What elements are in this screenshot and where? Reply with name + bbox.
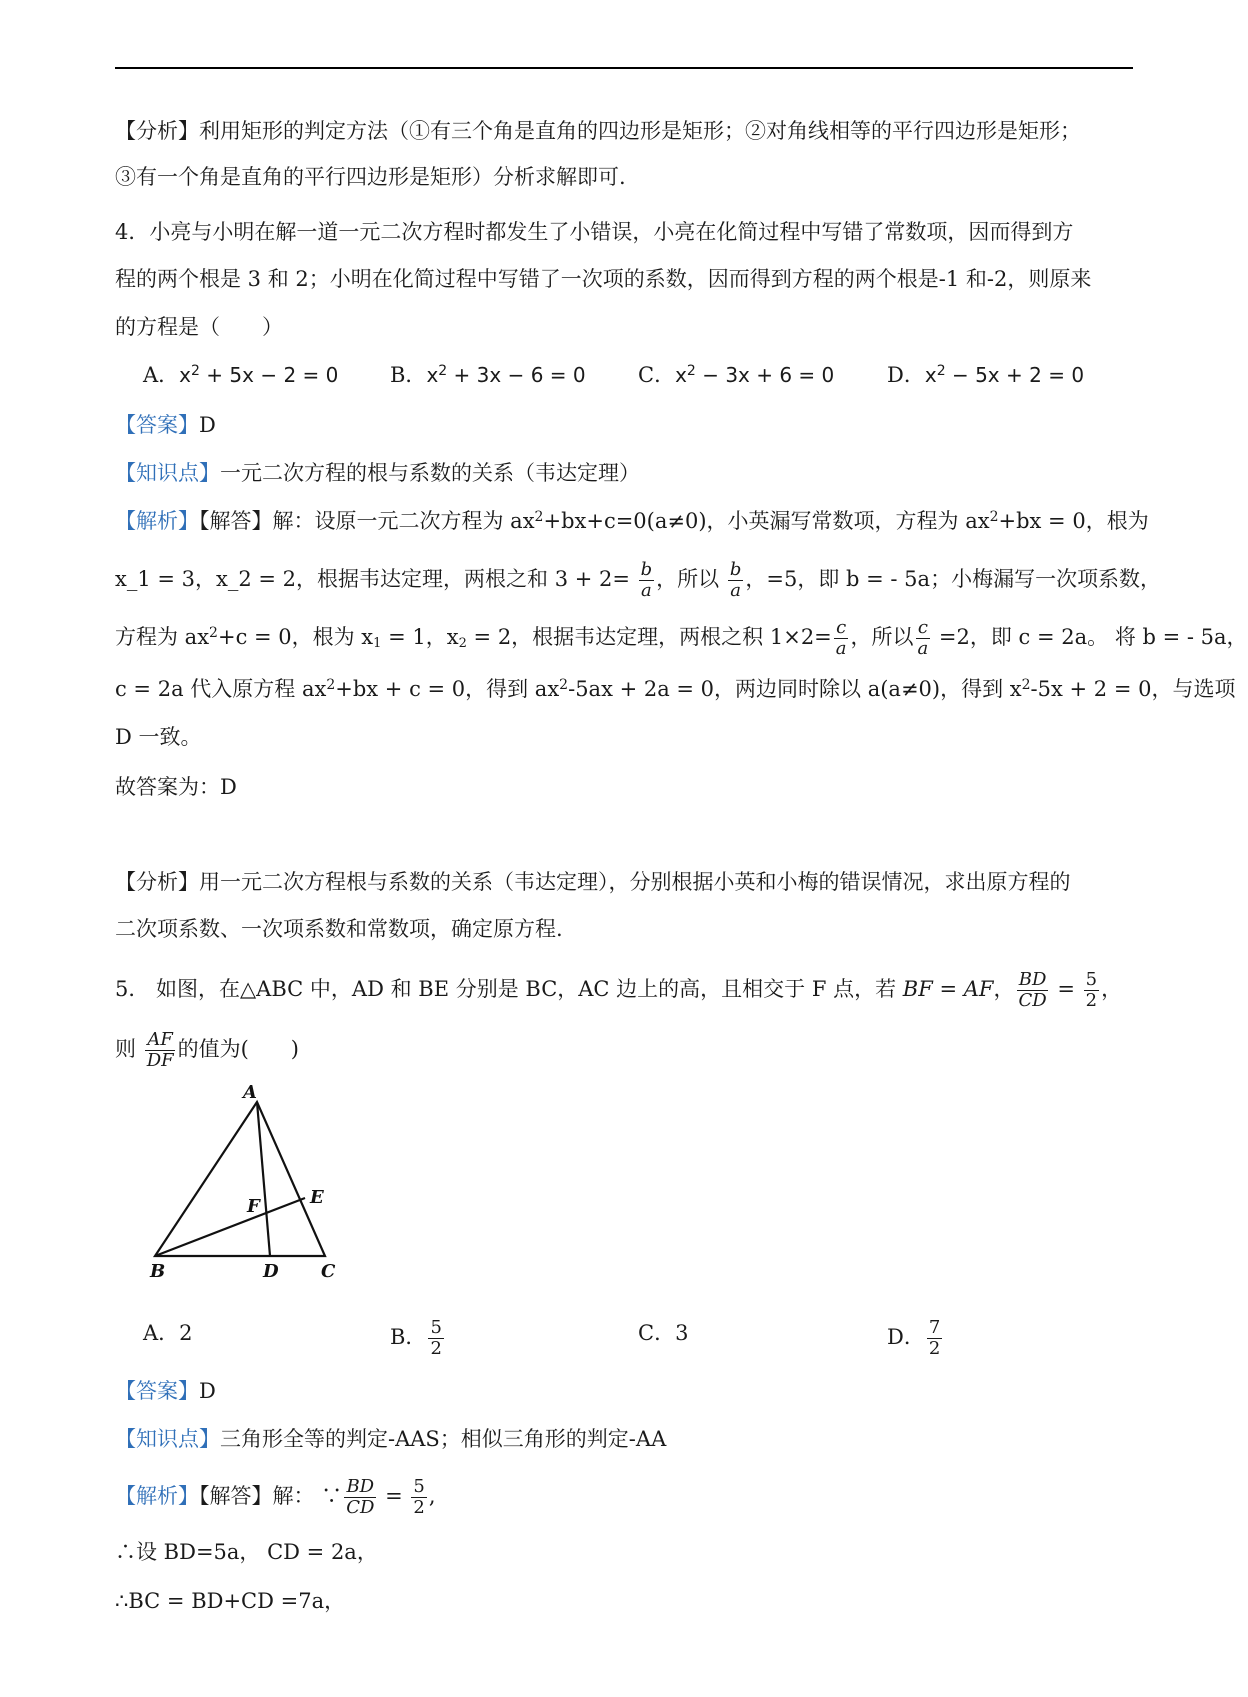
q4-solution-line2: x_1 = 3，x_2 = 2，根据韦达定理，两根之和 3 + 2= $\frac{b}{a}$ ，所以 $\frac{b}{a}$ ，=5，即 b = - 5a；小梅漏写一次项系数， (115, 559, 1162, 601)
q4-stem-line2: 程的两个根是 3 和 2；小明在化简过程中写错了一次项的系数，因而得到方程的两个根是-1 和-2，则原来 (115, 267, 1092, 291)
q4-analysis-line1: 【分析】用一元二次方程根与系数的关系（韦达定理），分别根据小英和小梅的错误情况，求出原方程的 (115, 870, 1071, 894)
answer-tag: 【答案】 (115, 413, 199, 437)
q4-option-a: A．$x^2 + 5x - 2 = 0$ (143, 363, 339, 387)
answer-tag: 【答案】 (115, 1379, 199, 1403)
fraction-c-over-a: $\frac{c}{a}$ (835, 617, 847, 659)
q3-analysis-line1: 【分析】利用矩形的判定方法（①有三个角是直角的四边形是矩形；②对角线相等的平行四边形是矩形； (115, 119, 1081, 143)
solution-tag: 【解析】 (115, 1484, 199, 1508)
q4-knowledge: 【知识点】一元二次方程的根与系数的关系（韦达定理） (115, 461, 640, 485)
fraction-b-over-a: $\frac{b}{a}$ (640, 559, 653, 601)
q5-solution-line3: ∴BC = BD+CD =7a， (115, 1589, 346, 1613)
q4-option-b: B．$x^2 + 3x - 6 = 0$ (390, 363, 586, 387)
fraction-5-over-2: $\frac{5}{2}$ (1085, 969, 1098, 1011)
triangle-figure (140, 1080, 350, 1280)
point-label-f: F (247, 1196, 260, 1217)
q5-solution-line1: 【解析】【解答】解： ∵ $\frac{BD}{CD}$ = $\frac{5}{2}$ , (115, 1476, 436, 1518)
vertex-label-b: B (150, 1261, 166, 1282)
q5-option-d: D． $\frac{7}{2}$ (887, 1317, 941, 1359)
q4-answer: 【答案】D (115, 413, 216, 437)
knowledge-tag: 【知识点】 (115, 1427, 220, 1451)
vertex-label-a: A (243, 1082, 257, 1103)
fraction-bd-over-cd: $\frac{BD}{CD}$ (1018, 969, 1047, 1011)
q3-analysis-line2: ③有一个角是直角的平行四边形是矩形）分析求解即可. (115, 165, 626, 189)
q5-option-a: A．2 (143, 1321, 193, 1345)
fraction-af-over-df: $\frac{AF}{DF}$ (146, 1029, 174, 1071)
q4-solution-line1: 【解析】【解答】解：设原一元二次方程为 $ax^2+bx+c=0(a\ne 0)$，小英漏写常数项，方程为 $ax^2+bx = 0$，根为 (115, 509, 1149, 533)
q4-stem-line3: 的方程是（ ） (115, 315, 283, 339)
q5-answer: 【答案】D (115, 1379, 216, 1403)
point-label-d: D (263, 1261, 279, 1282)
q5-option-c: C．3 (638, 1321, 689, 1345)
q4-option-c: C．$x^2 - 3x + 6 = 0$ (638, 363, 835, 387)
q4-solution-line3: 方程为 $ax^2+c = 0$，根为 $x_1 = 1$，$x_2 = 2$，根据韦达定理，两根之积 1×2= $\frac{c}{a}$ ，所以 $\frac{c}{a}$ =2，即 c = 2a。 将 b = - 5a， (115, 617, 1248, 659)
knowledge-tag: 【知识点】 (115, 461, 220, 485)
fraction-b-over-a-2: $\frac{b}{a}$ (729, 559, 742, 601)
q4-solution-line4: c = 2a 代入原方程 $ax^2+bx + c = 0$，得到 $ax^2-5ax + 2a = 0$，两边同时除以 a(a≠0)，得到 $x^2-5x + 2 = 0$，与选项 (115, 677, 1236, 701)
q4-analysis-line2: 二次项系数、一次项系数和常数项，确定原方程. (115, 917, 563, 941)
q4-stem-line1: 4．小亮与小明在解一道一元二次方程时都发生了小错误，小亮在化简过程中写错了常数项，因而得到方 (115, 220, 1074, 244)
vertex-label-c: C (321, 1261, 336, 1282)
fraction-c-over-a-2: $\frac{c}{a}$ (917, 617, 929, 659)
q4-solution-line5: D 一致。 (115, 725, 202, 749)
q5-solution-line2: ∴设 BD=5a， CD = 2a， (115, 1540, 378, 1564)
q4-option-d: D．$x^2 - 5x + 2 = 0$ (887, 363, 1085, 387)
header-rule (115, 67, 1133, 69)
q5-option-b: B． $\frac{5}{2}$ (390, 1317, 442, 1359)
q4-conclusion: 故答案为：D (115, 775, 237, 799)
solution-tag: 【解析】 (115, 509, 199, 533)
q5-knowledge: 【知识点】三角形全等的判定-AAS；相似三角形的判定-AA (115, 1427, 667, 1451)
q5-stem-line2: 则 $\frac{AF}{DF}$ 的值为( ) (115, 1029, 299, 1071)
point-label-e: E (310, 1187, 324, 1208)
q5-stem-line1: 5． 如图，在△ABC 中，AD 和 BE 分别是 BC，AC 边上的高，且相交于 F 点，若 BF = AF， $\frac{BD}{CD}$ = $\frac{5}{2}$ ， (115, 969, 1123, 1011)
